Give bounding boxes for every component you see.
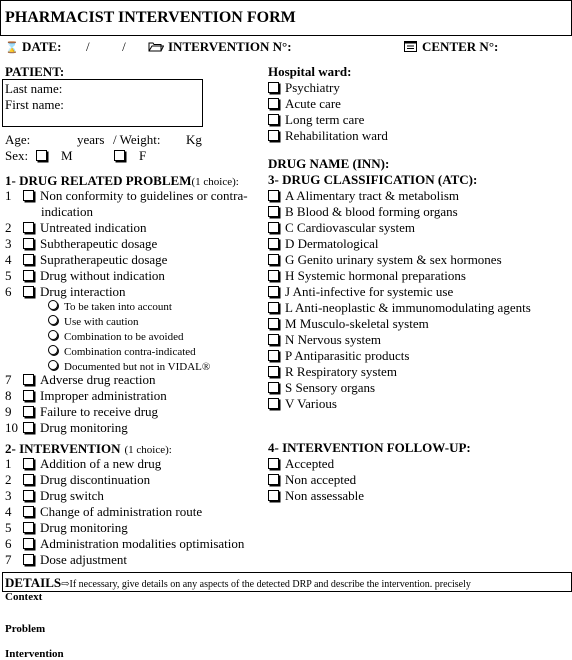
followup-label: Non assessable xyxy=(285,488,365,503)
atc-option[interactable] xyxy=(268,396,337,412)
drp-number: 5 xyxy=(5,268,12,283)
sex-f-option[interactable] xyxy=(114,148,146,164)
checkbox-icon[interactable] xyxy=(268,318,279,329)
drp-option[interactable] xyxy=(5,404,158,420)
checkbox-icon[interactable] xyxy=(23,458,34,469)
ward-option[interactable] xyxy=(268,112,364,128)
checkbox-icon[interactable] xyxy=(23,390,34,401)
intervention-option[interactable] xyxy=(5,520,128,536)
date-separator: / xyxy=(85,39,90,54)
interaction-suboption[interactable] xyxy=(48,330,183,344)
atc-label: M Musculo-skeletal system xyxy=(285,316,429,331)
drp-option[interactable] xyxy=(5,284,126,300)
drp-label: Improper administration xyxy=(40,388,167,403)
interaction-suboption[interactable] xyxy=(48,315,139,329)
checkbox-icon[interactable] xyxy=(36,150,47,161)
last-name-field[interactable]: Last name: xyxy=(5,81,63,96)
drug-problem-choice: (1 choice): xyxy=(191,176,239,188)
drp-option[interactable] xyxy=(5,188,248,204)
ward-option[interactable] xyxy=(268,128,388,144)
drug-problem-title: 1- DRUG RELATED PROBLEM xyxy=(5,173,192,188)
drp-number: 2 xyxy=(5,220,12,235)
intervention-number: 7 xyxy=(5,552,12,567)
atc-option[interactable] xyxy=(268,332,381,348)
intervention-number: 4 xyxy=(5,504,12,519)
atc-label: S Sensory organs xyxy=(285,380,376,395)
checkbox-icon[interactable] xyxy=(23,222,34,233)
atc-label: R Respiratory system xyxy=(285,364,397,379)
atc-label: P Antiparasitic products xyxy=(285,348,410,363)
radio-icon[interactable] xyxy=(48,330,58,340)
sex-m-label: M xyxy=(61,148,73,163)
drp-option[interactable] xyxy=(5,420,128,436)
intervention-option[interactable] xyxy=(5,456,161,472)
drp-label: indication xyxy=(41,204,93,219)
drp-number: 6 xyxy=(5,284,12,299)
checkbox-icon[interactable] xyxy=(23,490,34,501)
intervention-label: Dose adjustment xyxy=(40,552,128,567)
drp-label: Failure to receive drug xyxy=(40,404,159,419)
atc-option[interactable] xyxy=(268,316,429,332)
date-field[interactable] xyxy=(5,39,126,55)
interaction-sublabel: To be taken into account xyxy=(64,301,172,313)
first-name-field[interactable]: First name: xyxy=(5,97,64,112)
checkbox-icon[interactable] xyxy=(268,350,279,361)
drp-option[interactable] xyxy=(5,268,165,284)
checkbox-icon[interactable] xyxy=(23,374,34,385)
arrow-icon: ⇨ xyxy=(61,579,70,590)
checkbox-icon[interactable] xyxy=(268,206,279,217)
checkbox-icon[interactable] xyxy=(114,150,125,161)
hourglass-icon: ⌛ xyxy=(5,42,19,54)
checkbox-icon[interactable] xyxy=(268,302,279,313)
drp-option[interactable] xyxy=(5,388,167,404)
drp-option[interactable] xyxy=(5,372,156,388)
date-label: DATE: xyxy=(21,39,62,54)
interaction-sublabel: Combination contra-indicated xyxy=(64,346,196,358)
checkbox-icon[interactable] xyxy=(268,130,279,141)
checkbox-icon[interactable] xyxy=(268,222,279,233)
checkbox-icon[interactable] xyxy=(23,422,34,433)
atc-option[interactable] xyxy=(268,348,409,364)
context-field[interactable]: Context xyxy=(5,591,43,603)
followup-label: Accepted xyxy=(285,456,335,471)
checkbox-icon[interactable] xyxy=(268,286,279,297)
atc-option[interactable] xyxy=(268,204,458,220)
radio-icon[interactable] xyxy=(48,315,58,325)
interaction-sublabel: Combination to be avoided xyxy=(64,331,184,343)
atc-option[interactable] xyxy=(268,300,531,316)
drp-option[interactable] xyxy=(5,252,167,268)
intervention-option[interactable] xyxy=(5,472,150,488)
checkbox-icon[interactable] xyxy=(268,98,279,109)
intervention-number-field[interactable] xyxy=(148,39,292,55)
checkbox-icon[interactable] xyxy=(268,490,279,501)
checkbox-icon[interactable] xyxy=(268,334,279,345)
intervention-details-field[interactable]: Intervention xyxy=(5,648,64,660)
folder-icon xyxy=(148,41,164,52)
followup-label: Non accepted xyxy=(285,472,357,487)
atc-option[interactable] xyxy=(268,252,502,268)
intervention-option[interactable] xyxy=(5,552,127,568)
ward-option[interactable] xyxy=(268,96,341,112)
checkbox-icon[interactable] xyxy=(268,382,279,393)
followup-option[interactable] xyxy=(268,456,334,472)
atc-option[interactable] xyxy=(268,380,375,396)
checkbox-icon[interactable] xyxy=(268,254,279,265)
atc-label: D Dermatological xyxy=(285,236,379,251)
atc-label: B Blood & blood forming organs xyxy=(285,204,458,219)
drp-number: 4 xyxy=(5,252,12,267)
date-separator: / xyxy=(122,39,126,54)
drp-option[interactable] xyxy=(5,236,157,252)
atc-option[interactable] xyxy=(268,188,459,204)
problem-field[interactable]: Problem xyxy=(5,623,46,635)
checkbox-icon[interactable] xyxy=(23,506,34,517)
form-title: PHARMACIST INTERVENTION FORM xyxy=(5,9,296,26)
intervention-number: 6 xyxy=(5,536,12,551)
intervention-number: 2 xyxy=(5,472,12,487)
checkbox-icon[interactable] xyxy=(23,270,34,281)
checkbox-icon[interactable] xyxy=(23,522,34,533)
drug-classification-heading: 3- DRUG CLASSIFICATION (ATC): xyxy=(268,172,478,187)
ward-label: Long term care xyxy=(285,112,365,127)
sex-label: Sex: xyxy=(5,148,29,163)
checkbox-icon[interactable] xyxy=(268,238,279,249)
drp-option[interactable] xyxy=(5,220,147,236)
ward-label: Acute care xyxy=(285,96,341,111)
atc-option[interactable] xyxy=(268,364,397,380)
checkbox-icon[interactable] xyxy=(268,398,279,409)
atc-option[interactable] xyxy=(268,220,415,236)
age-label[interactable]: Age: xyxy=(5,132,31,147)
checkbox-icon[interactable] xyxy=(268,366,279,377)
atc-label: G Genito urinary system & sex hormones xyxy=(285,252,502,267)
followup-option[interactable] xyxy=(268,472,356,488)
checkbox-icon[interactable] xyxy=(23,238,34,249)
drp-label: Drug without indication xyxy=(40,268,165,283)
atc-label: N Nervous system xyxy=(285,332,382,347)
center-number-field[interactable] xyxy=(404,39,498,55)
radio-icon[interactable] xyxy=(48,345,58,355)
intervention-label: Drug monitoring xyxy=(40,520,128,535)
checkbox-icon[interactable] xyxy=(23,538,34,549)
checkbox-icon[interactable] xyxy=(23,406,34,417)
intervention-label: Change of administration route xyxy=(40,504,203,519)
checkbox-icon[interactable] xyxy=(23,474,34,485)
details-header xyxy=(5,574,471,592)
checkbox-icon[interactable] xyxy=(268,474,279,485)
radio-icon[interactable] xyxy=(48,300,58,310)
intervention-label: Drug discontinuation xyxy=(40,472,151,487)
drp-label: Adverse drug reaction xyxy=(40,372,156,387)
atc-label: L Anti-neoplastic & immunomodulating agents xyxy=(285,300,531,315)
years-label: years xyxy=(77,132,105,147)
details-note: If necessary, give details on any aspects of the detected DRP and describe the intervention. precisely xyxy=(69,579,471,590)
checkbox-icon[interactable] xyxy=(23,286,34,297)
ward-label: Rehabilitation ward xyxy=(285,128,388,143)
ward-option[interactable] xyxy=(268,80,340,96)
building-icon xyxy=(404,41,417,52)
intervention-choice: (1 choice): xyxy=(124,444,172,456)
intervention-label: Addition of a new drug xyxy=(40,456,162,471)
details-title: DETAILS xyxy=(5,575,62,590)
intervention-number-label: INTERVENTION N°: xyxy=(168,39,292,54)
drp-option-continuation xyxy=(41,204,93,220)
followup-option[interactable] xyxy=(268,488,364,504)
drp-number: 9 xyxy=(5,404,12,419)
checkbox-icon[interactable] xyxy=(268,82,279,93)
drp-number: 7 xyxy=(5,372,12,387)
intervention-label: Drug switch xyxy=(40,488,104,503)
atc-option[interactable] xyxy=(268,284,453,300)
intervention-number: 1 xyxy=(5,456,12,471)
atc-label: H Systemic hormonal preparations xyxy=(285,268,466,283)
sex-f-label: F xyxy=(139,148,147,163)
drug-name-heading: DRUG NAME (INN): xyxy=(268,156,390,171)
drp-number: 3 xyxy=(5,236,12,251)
checkbox-icon[interactable] xyxy=(23,190,34,201)
atc-label: A Alimentary tract & metabolism xyxy=(285,188,460,203)
drp-label: Supratherapeutic dosage xyxy=(40,252,168,267)
intervention-option[interactable] xyxy=(5,488,104,504)
drp-label: Non conformity to guidelines or contra- xyxy=(40,188,248,203)
atc-option[interactable] xyxy=(268,236,379,252)
drp-number: 8 xyxy=(5,388,12,403)
hospital-ward-heading: Hospital ward: xyxy=(268,64,352,79)
radio-icon[interactable] xyxy=(48,360,58,370)
checkbox-icon[interactable] xyxy=(268,458,279,469)
intervention-option[interactable] xyxy=(5,536,244,552)
drp-number: 1 xyxy=(5,188,12,203)
intervention-number: 3 xyxy=(5,488,12,503)
interaction-sublabel: Use with caution xyxy=(64,316,139,328)
intervention-number: 5 xyxy=(5,520,12,535)
atc-option[interactable] xyxy=(268,268,466,284)
atc-label: J Anti-infective for systemic use xyxy=(285,284,454,299)
sex-m-option[interactable] xyxy=(36,148,73,164)
kg-label: Kg xyxy=(186,132,202,147)
ward-label: Psychiatry xyxy=(285,80,340,95)
drp-label: Subtherapeutic dosage xyxy=(40,236,158,251)
drp-number: 10 xyxy=(5,420,18,435)
intervention-label: Administration modalities optimisation xyxy=(40,536,245,551)
interaction-sublabel: Documented but not in VIDAL® xyxy=(64,361,211,373)
checkbox-icon[interactable] xyxy=(268,190,279,201)
intervention-option[interactable] xyxy=(5,504,202,520)
checkbox-icon[interactable] xyxy=(23,554,34,565)
intervention-title: 2- INTERVENTION xyxy=(5,441,121,456)
drp-label: Drug interaction xyxy=(40,284,126,299)
drp-label: Untreated indication xyxy=(40,220,147,235)
atc-label: C Cardiovascular system xyxy=(285,220,415,235)
interaction-suboption[interactable] xyxy=(48,345,196,359)
center-number-label: CENTER N°: xyxy=(422,39,499,54)
interaction-suboption[interactable] xyxy=(48,300,172,314)
weight-label[interactable]: / Weight: xyxy=(113,132,161,147)
atc-label: V Various xyxy=(285,396,337,411)
checkbox-icon[interactable] xyxy=(23,254,34,265)
checkbox-icon[interactable] xyxy=(268,114,279,125)
checkbox-icon[interactable] xyxy=(268,270,279,281)
followup-heading: 4- INTERVENTION FOLLOW-UP: xyxy=(268,440,471,455)
patient-heading: PATIENT: xyxy=(5,64,65,79)
drp-label: Drug monitoring xyxy=(40,420,128,435)
